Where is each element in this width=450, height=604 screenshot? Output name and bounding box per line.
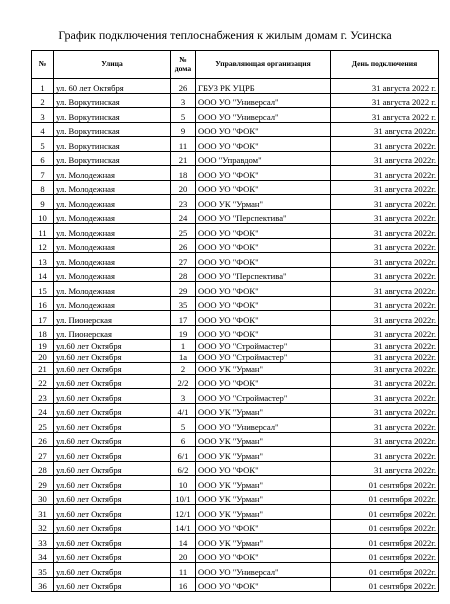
row-number: 18 bbox=[32, 325, 54, 340]
house-cell: 1 bbox=[171, 340, 196, 352]
street-cell: ул. Воркутинская bbox=[54, 137, 171, 152]
date-cell: 31 августа 2022 г. bbox=[331, 108, 439, 123]
org-cell: ООО УО "ФОК" bbox=[196, 224, 331, 239]
org-cell: ООО УО "Строймастер" bbox=[196, 389, 331, 404]
house-cell: 1а bbox=[171, 351, 196, 363]
org-cell: ООО УО "ФОК" bbox=[196, 519, 331, 534]
org-cell: ООО УО "Универсал" bbox=[196, 93, 331, 108]
street-cell: ул.60 лет Октября bbox=[54, 534, 171, 549]
date-cell: 31 августа 2022г. bbox=[331, 137, 439, 152]
row-number: 35 bbox=[32, 563, 54, 578]
date-cell: 31 августа 2022г. bbox=[331, 374, 439, 389]
date-cell: 31 августа 2022г. bbox=[331, 311, 439, 326]
row-number: 14 bbox=[32, 267, 54, 282]
table-row bbox=[32, 267, 439, 282]
table-row bbox=[32, 389, 439, 404]
street-cell: ул.60 лет Октября bbox=[54, 363, 171, 375]
street-cell: ул.60 лет Октября bbox=[54, 340, 171, 352]
date-cell: 01 сентября 2022г. bbox=[331, 548, 439, 563]
org-cell: ООО УК "Урман" bbox=[196, 476, 331, 491]
row-number: 28 bbox=[32, 461, 54, 476]
row-number: 21 bbox=[32, 363, 54, 375]
table-row bbox=[32, 93, 439, 108]
org-cell: ООО УК "Урман" bbox=[196, 403, 331, 418]
street-cell: ул. Пионерская bbox=[54, 325, 171, 340]
table-row bbox=[32, 363, 439, 375]
house-cell: 10 bbox=[171, 476, 196, 491]
row-number: 4 bbox=[32, 122, 54, 137]
street-cell: ул. Молодежная bbox=[54, 267, 171, 282]
street-cell: ул. Пионерская bbox=[54, 311, 171, 326]
house-cell: 5 bbox=[171, 418, 196, 433]
org-cell: ООО УО "ФОК" bbox=[196, 282, 331, 297]
row-number: 22 bbox=[32, 374, 54, 389]
date-cell: 31 августа 2022г. bbox=[331, 389, 439, 404]
table-row bbox=[32, 224, 439, 239]
header-street: Улица bbox=[54, 51, 171, 79]
row-number: 23 bbox=[32, 389, 54, 404]
row-number: 15 bbox=[32, 282, 54, 297]
date-cell: 31 августа 2022г. bbox=[331, 403, 439, 418]
row-number: 19 bbox=[32, 340, 54, 352]
table-row bbox=[32, 374, 439, 389]
date-cell: 31 августа 2022г. bbox=[331, 267, 439, 282]
org-cell: ООО УО "Универсал" bbox=[196, 418, 331, 433]
date-cell: 31 августа 2022г. bbox=[331, 461, 439, 476]
org-cell: ООО УО "ФОК" bbox=[196, 461, 331, 476]
table-row bbox=[32, 253, 439, 268]
date-cell: 31 августа 2022 г. bbox=[331, 93, 439, 108]
row-number: 3 bbox=[32, 108, 54, 123]
org-cell: ООО УО "ФОК" bbox=[196, 137, 331, 152]
table-row bbox=[32, 122, 439, 137]
table-body bbox=[32, 79, 439, 592]
row-number: 6 bbox=[32, 151, 54, 166]
house-cell: 3 bbox=[171, 93, 196, 108]
table-row bbox=[32, 209, 439, 224]
table-row bbox=[32, 195, 439, 210]
row-number: 32 bbox=[32, 519, 54, 534]
row-number: 17 bbox=[32, 311, 54, 326]
street-cell: ул.60 лет Октября bbox=[54, 519, 171, 534]
house-cell: 17 bbox=[171, 311, 196, 326]
house-cell: 6/2 bbox=[171, 461, 196, 476]
org-cell: ООО УК "Урман" bbox=[196, 505, 331, 520]
org-cell: ООО УК "Урман" bbox=[196, 432, 331, 447]
org-cell: ГБУЗ РК УЦРБ bbox=[196, 79, 331, 94]
table-row bbox=[32, 548, 439, 563]
org-cell: ООО УО "ФОК" bbox=[196, 325, 331, 340]
date-cell: 31 августа 2022г. bbox=[331, 325, 439, 340]
street-cell: ул. Молодежная bbox=[54, 180, 171, 195]
house-cell: 11 bbox=[171, 563, 196, 578]
row-number: 31 bbox=[32, 505, 54, 520]
house-cell: 9 bbox=[171, 122, 196, 137]
street-cell: ул. Молодежная bbox=[54, 224, 171, 239]
street-cell: ул.60 лет Октября bbox=[54, 351, 171, 363]
row-number: 5 bbox=[32, 137, 54, 152]
org-cell: ООО УО "ФОК" bbox=[196, 577, 331, 592]
table-row bbox=[32, 577, 439, 592]
street-cell: ул. Воркутинская bbox=[54, 93, 171, 108]
row-number: 24 bbox=[32, 403, 54, 418]
date-cell: 31 августа 2022г. bbox=[331, 296, 439, 311]
row-number: 25 bbox=[32, 418, 54, 433]
house-cell: 18 bbox=[171, 166, 196, 181]
org-cell: ООО УО "ФОК" bbox=[196, 311, 331, 326]
house-cell: 29 bbox=[171, 282, 196, 297]
table-row bbox=[32, 238, 439, 253]
street-cell: ул.60 лет Октября bbox=[54, 389, 171, 404]
date-cell: 01 сентября 2022г. bbox=[331, 519, 439, 534]
house-cell: 20 bbox=[171, 180, 196, 195]
street-cell: ул. Молодежная bbox=[54, 282, 171, 297]
table-row bbox=[32, 108, 439, 123]
table-row bbox=[32, 180, 439, 195]
date-cell: 31 августа 2022г. bbox=[331, 253, 439, 268]
org-cell: ООО "Управдом" bbox=[196, 151, 331, 166]
date-cell: 31 августа 2022г. bbox=[331, 209, 439, 224]
street-cell: ул. Молодежная bbox=[54, 238, 171, 253]
table-row bbox=[32, 296, 439, 311]
org-cell: ООО УК "Урман" bbox=[196, 534, 331, 549]
org-cell: ООО УО "Перспектива" bbox=[196, 209, 331, 224]
street-cell: ул.60 лет Октября bbox=[54, 403, 171, 418]
house-cell: 3 bbox=[171, 389, 196, 404]
street-cell: ул.60 лет Октября bbox=[54, 418, 171, 433]
table-row bbox=[32, 505, 439, 520]
row-number: 30 bbox=[32, 490, 54, 505]
street-cell: ул.60 лет Октября bbox=[54, 476, 171, 491]
table-row bbox=[32, 79, 439, 94]
street-cell: ул. Воркутинская bbox=[54, 108, 171, 123]
street-cell: ул. 60 лет Октября bbox=[54, 79, 171, 94]
row-number: 36 bbox=[32, 577, 54, 592]
table-row bbox=[32, 282, 439, 297]
house-cell: 27 bbox=[171, 253, 196, 268]
org-cell: ООО УО "ФОК" bbox=[196, 238, 331, 253]
row-number: 12 bbox=[32, 238, 54, 253]
org-cell: ООО УК "Урман" bbox=[196, 195, 331, 210]
table-row bbox=[32, 447, 439, 462]
row-number: 20 bbox=[32, 351, 54, 363]
row-number: 8 bbox=[32, 180, 54, 195]
org-cell: ООО УК "Урман" bbox=[196, 447, 331, 462]
house-cell: 28 bbox=[171, 267, 196, 282]
row-number: 26 bbox=[32, 432, 54, 447]
date-cell: 31 августа 2022г. bbox=[331, 340, 439, 352]
house-cell: 12/1 bbox=[171, 505, 196, 520]
org-cell: ООО УО "ФОК" bbox=[196, 122, 331, 137]
date-cell: 31 августа 2022г. bbox=[331, 166, 439, 181]
org-cell: ООО УК "Урман" bbox=[196, 363, 331, 375]
table-row bbox=[32, 418, 439, 433]
date-cell: 31 августа 2022г. bbox=[331, 195, 439, 210]
street-cell: ул.60 лет Октября bbox=[54, 505, 171, 520]
row-number: 11 bbox=[32, 224, 54, 239]
header-org: Управляющая организация bbox=[196, 51, 331, 79]
table-row bbox=[32, 340, 439, 352]
street-cell: ул.60 лет Октября bbox=[54, 563, 171, 578]
house-cell: 26 bbox=[171, 238, 196, 253]
street-cell: ул. Молодежная bbox=[54, 166, 171, 181]
org-cell: ООО УО "Перспектива" bbox=[196, 267, 331, 282]
date-cell: 31 августа 2022г. bbox=[331, 224, 439, 239]
date-cell: 01 сентября 2022г. bbox=[331, 490, 439, 505]
header-date: День подключения bbox=[331, 51, 439, 79]
date-cell: 31 августа 2022 г. bbox=[331, 79, 439, 94]
org-cell: ООО УО "ФОК" bbox=[196, 296, 331, 311]
house-cell: 2 bbox=[171, 363, 196, 375]
street-cell: ул. Молодежная bbox=[54, 209, 171, 224]
org-cell: ООО УО "ФОК" bbox=[196, 374, 331, 389]
org-cell: ООО УО "ФОК" bbox=[196, 548, 331, 563]
date-cell: 31 августа 2022г. bbox=[331, 418, 439, 433]
street-cell: ул.60 лет Октября bbox=[54, 577, 171, 592]
table-row bbox=[32, 534, 439, 549]
street-cell: ул.60 лет Октября bbox=[54, 461, 171, 476]
date-cell: 31 августа 2022г. bbox=[331, 447, 439, 462]
house-cell: 6/1 bbox=[171, 447, 196, 462]
date-cell: 31 августа 2022г. bbox=[331, 238, 439, 253]
row-number: 33 bbox=[32, 534, 54, 549]
org-cell: ООО УО "Строймастер" bbox=[196, 340, 331, 352]
row-number: 1 bbox=[32, 79, 54, 94]
house-cell: 26 bbox=[171, 79, 196, 94]
house-cell: 19 bbox=[171, 325, 196, 340]
row-number: 2 bbox=[32, 93, 54, 108]
table-row bbox=[32, 151, 439, 166]
row-number: 29 bbox=[32, 476, 54, 491]
schedule-table bbox=[31, 50, 439, 592]
org-cell: ООО УО "ФОК" bbox=[196, 253, 331, 268]
row-number: 13 bbox=[32, 253, 54, 268]
row-number: 16 bbox=[32, 296, 54, 311]
house-cell: 14 bbox=[171, 534, 196, 549]
house-cell: 21 bbox=[171, 151, 196, 166]
street-cell: ул.60 лет Октября bbox=[54, 447, 171, 462]
house-cell: 23 bbox=[171, 195, 196, 210]
date-cell: 01 сентября 2022г. bbox=[331, 577, 439, 592]
table-row bbox=[32, 166, 439, 181]
house-cell: 25 bbox=[171, 224, 196, 239]
document-title: График подключения теплоснабжения к жилым домам г. Усинска bbox=[58, 28, 392, 42]
date-cell: 31 августа 2022г. bbox=[331, 282, 439, 297]
row-number: 10 bbox=[32, 209, 54, 224]
row-number: 27 bbox=[32, 447, 54, 462]
org-cell: ООО УК "Урман" bbox=[196, 490, 331, 505]
org-cell: ООО УО "Универсал" bbox=[196, 563, 331, 578]
table-row bbox=[32, 490, 439, 505]
table-row bbox=[32, 476, 439, 491]
date-cell: 31 августа 2022г. bbox=[331, 122, 439, 137]
house-cell: 2/2 bbox=[171, 374, 196, 389]
table-row bbox=[32, 137, 439, 152]
street-cell: ул. Молодежная bbox=[54, 253, 171, 268]
house-cell: 5 bbox=[171, 108, 196, 123]
org-cell: ООО УО "Строймастер" bbox=[196, 351, 331, 363]
house-cell: 11 bbox=[171, 137, 196, 152]
date-cell: 01 сентября 2022г. bbox=[331, 476, 439, 491]
table-row bbox=[32, 311, 439, 326]
table-header-row bbox=[32, 51, 439, 79]
date-cell: 01 сентября 2022г. bbox=[331, 534, 439, 549]
table-row bbox=[32, 351, 439, 363]
street-cell: ул.60 лет Октября bbox=[54, 490, 171, 505]
house-cell: 6 bbox=[171, 432, 196, 447]
date-cell: 31 августа 2022г. bbox=[331, 351, 439, 363]
street-cell: ул. Молодежная bbox=[54, 195, 171, 210]
table-row bbox=[32, 461, 439, 476]
date-cell: 31 августа 2022г. bbox=[331, 363, 439, 375]
street-cell: ул.60 лет Октября bbox=[54, 548, 171, 563]
street-cell: ул.60 лет Октября bbox=[54, 374, 171, 389]
row-number: 9 bbox=[32, 195, 54, 210]
date-cell: 31 августа 2022г. bbox=[331, 151, 439, 166]
date-cell: 01 сентября 2022г. bbox=[331, 563, 439, 578]
street-cell: ул. Молодежная bbox=[54, 296, 171, 311]
org-cell: ООО УО "Универсал" bbox=[196, 108, 331, 123]
street-cell: ул. Воркутинская bbox=[54, 151, 171, 166]
street-cell: ул.60 лет Октября bbox=[54, 432, 171, 447]
house-cell: 35 bbox=[171, 296, 196, 311]
house-cell: 14/1 bbox=[171, 519, 196, 534]
table-row bbox=[32, 403, 439, 418]
house-cell: 20 bbox=[171, 548, 196, 563]
header-house: № дома bbox=[171, 51, 196, 79]
street-cell: ул. Воркутинская bbox=[54, 122, 171, 137]
date-cell: 01 сентября 2022г. bbox=[331, 505, 439, 520]
table-row bbox=[32, 432, 439, 447]
row-number: 7 bbox=[32, 166, 54, 181]
table-row bbox=[32, 325, 439, 340]
table-row bbox=[32, 563, 439, 578]
house-cell: 10/1 bbox=[171, 490, 196, 505]
table-row bbox=[32, 519, 439, 534]
house-cell: 4/1 bbox=[171, 403, 196, 418]
date-cell: 31 августа 2022г. bbox=[331, 432, 439, 447]
house-cell: 16 bbox=[171, 577, 196, 592]
org-cell: ООО УО "ФОК" bbox=[196, 180, 331, 195]
date-cell: 31 августа 2022г. bbox=[331, 180, 439, 195]
org-cell: ООО УО "ФОК" bbox=[196, 166, 331, 181]
row-number: 34 bbox=[32, 548, 54, 563]
house-cell: 24 bbox=[171, 209, 196, 224]
header-num: № bbox=[32, 51, 54, 79]
